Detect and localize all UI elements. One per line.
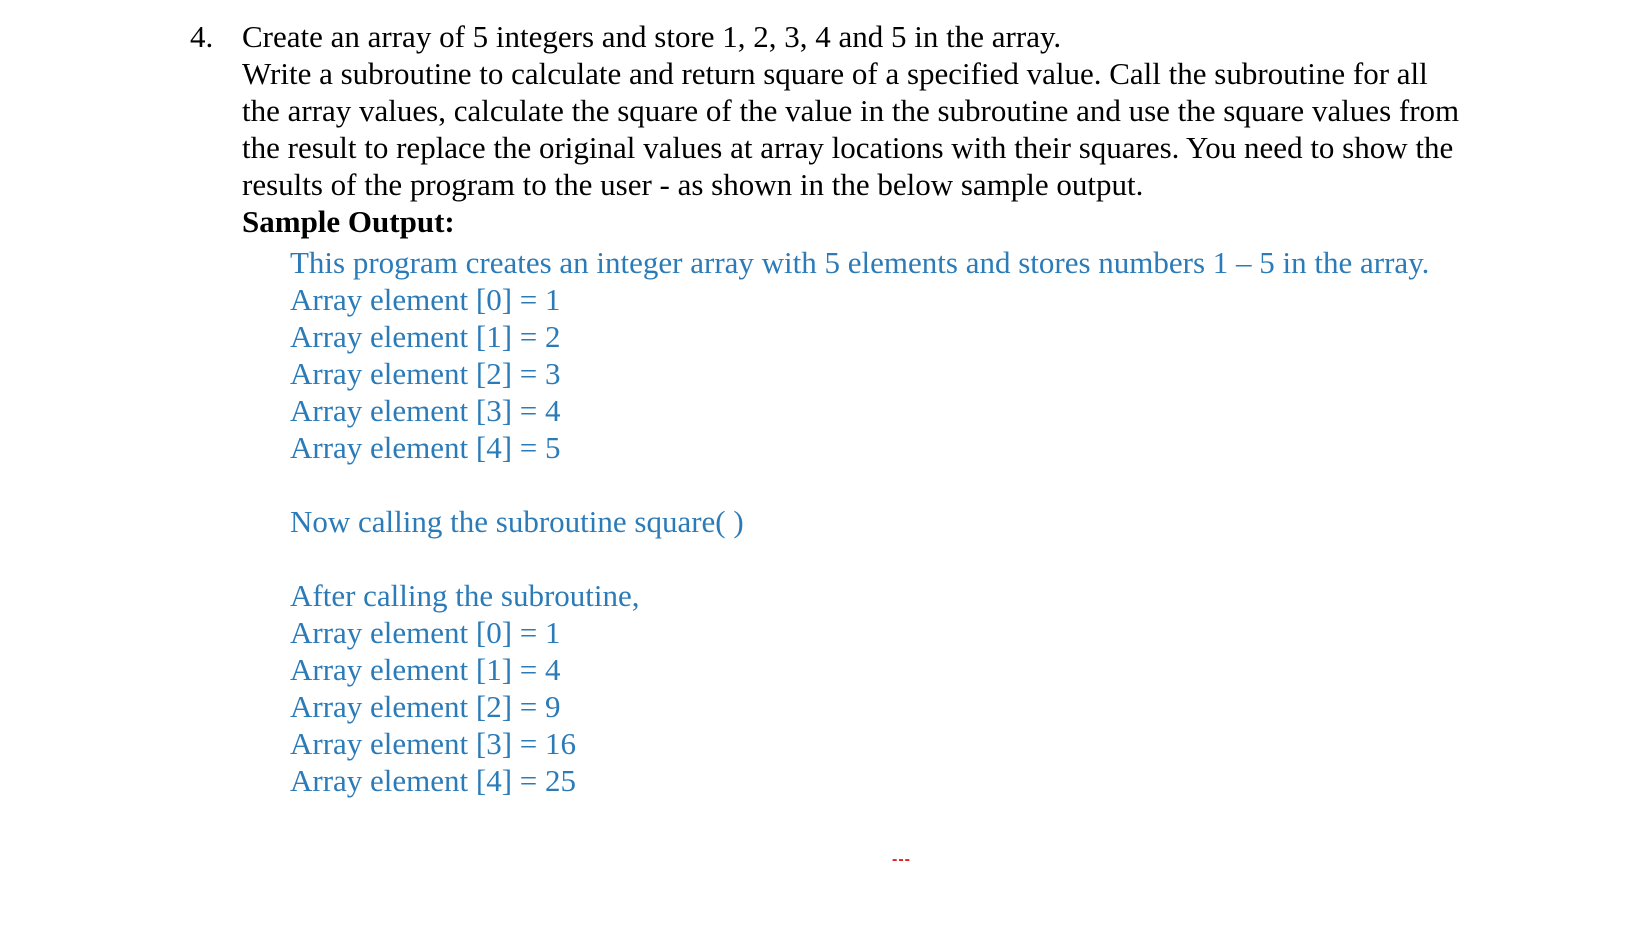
question-number: 4. xyxy=(190,19,214,54)
sample-output-heading: Sample Output: xyxy=(242,204,455,239)
output-after-line: Array element [3] = 16 xyxy=(290,726,577,761)
sample-output-block xyxy=(290,244,1429,799)
question-line: Write a subroutine to calculate and return square of a specified value. Call the subroutine for all xyxy=(242,56,1428,91)
blank-line xyxy=(290,466,1429,503)
output-before-line: Array element [1] = 2 xyxy=(290,319,561,354)
output-before-line: Array element [0] = 1 xyxy=(290,282,561,317)
output-before-line: Array element [3] = 4 xyxy=(290,393,561,428)
output-calling-line: Now calling the subroutine square( ) xyxy=(290,504,744,539)
output-after-line: Array element [4] = 25 xyxy=(290,763,577,798)
output-intro: This program creates an integer array with 5 elements and stores numbers 1 – 5 in the array. xyxy=(290,245,1430,280)
output-after-line: Array element [0] = 1 xyxy=(290,615,561,650)
output-before-line: Array element [2] = 3 xyxy=(290,356,561,391)
output-after-heading: After calling the subroutine, xyxy=(290,578,640,613)
question-body xyxy=(242,18,1602,240)
output-after-line: Array element [1] = 4 xyxy=(290,652,561,687)
output-before-line: Array element [4] = 5 xyxy=(290,430,561,465)
question-line: results of the program to the user - as shown in the below sample output. xyxy=(242,167,1144,202)
question-line: the result to replace the original values at array locations with their squares. You need to show the xyxy=(242,130,1454,165)
section-divider: --- xyxy=(892,851,911,868)
question-line: Create an array of 5 integers and store 1, 2, 3, 4 and 5 in the array. xyxy=(242,19,1062,54)
question-line: the array values, calculate the square of the value in the subroutine and use the square values from xyxy=(242,93,1460,128)
output-after-line: Array element [2] = 9 xyxy=(290,689,561,724)
blank-line xyxy=(290,540,1429,577)
